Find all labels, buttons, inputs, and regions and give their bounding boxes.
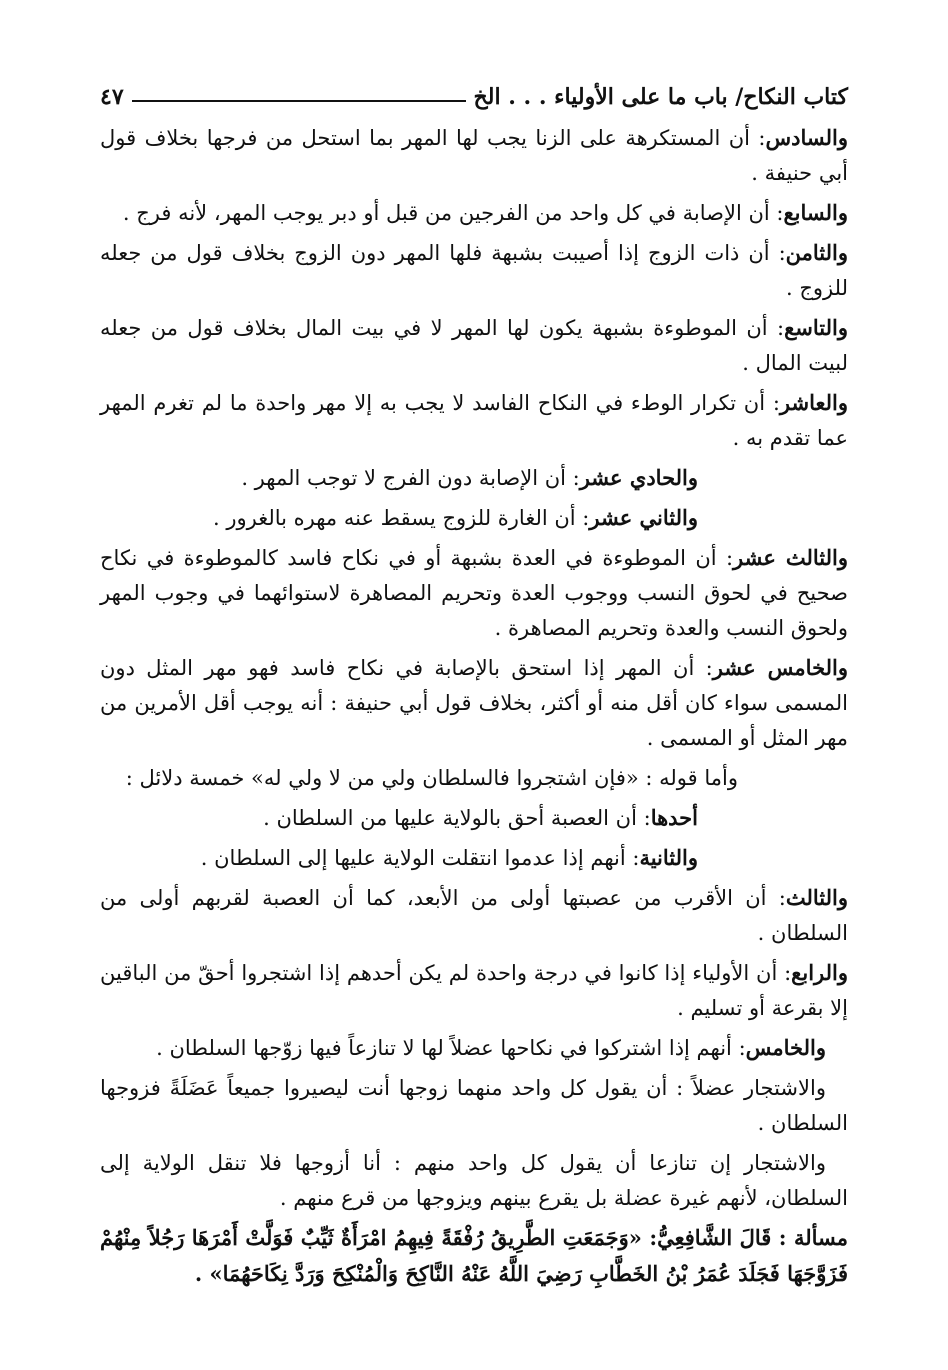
paragraph-text: : أن المستكرهة على الزنا يجب لها المهر بما استحل من فرجها بخلاف قول أبي حنيفة . bbox=[100, 126, 848, 185]
paragraph-12 bbox=[100, 500, 848, 536]
paragraph-term: والخامس bbox=[745, 1035, 826, 1060]
paragraph-intro bbox=[100, 760, 848, 796]
paragraph-text: وأما قوله : «فإن اشتجروا فالسلطان ولي من لا ولي له» خمسة دلائل : bbox=[125, 766, 738, 790]
paragraph-13 bbox=[100, 540, 848, 646]
paragraph-term: والسابع bbox=[783, 200, 848, 225]
page-number: ٤٧ bbox=[100, 84, 124, 110]
paragraph-masala bbox=[100, 1220, 848, 1292]
paragraph-text: : أن الإصابة في كل واحد من الفرجين من قبل أو دبر يوجب المهر، لأنه فرج . bbox=[122, 201, 784, 225]
paragraph-10 bbox=[100, 385, 848, 456]
paragraph-text: : أن ذات الزوج إذا أصيبت بشبهة فلها المهر دون الزوج بخلاف قول من جعله للزوج . bbox=[100, 241, 848, 300]
paragraph-text: : أن الأقرب من عصبتها أولى من الأبعد، كما أن العصبة لقربهم أولى من السلطان . bbox=[100, 886, 848, 945]
running-header bbox=[100, 80, 848, 110]
paragraph-term: والرابع bbox=[791, 960, 848, 985]
paragraph-first bbox=[100, 800, 848, 836]
paragraph-term: والحادي عشر bbox=[579, 465, 698, 490]
paragraph-term: والثالث عشر bbox=[733, 545, 849, 570]
paragraph-second bbox=[100, 840, 848, 876]
paragraph-fourth bbox=[100, 955, 848, 1026]
paragraph-term: مسألة : قَالَ الشَّافِعِيُّ bbox=[657, 1225, 848, 1250]
paragraph-text: : أن العصبة أحق بالولاية عليها من السلطان . bbox=[263, 806, 651, 830]
paragraph-text: والاشتجار عضلاً : أن يقول كل واحد منهما زوجها أنت ليصيروا جميعاً عَضَلَةً فزوجها السلطان . bbox=[100, 1076, 848, 1135]
paragraph-7 bbox=[100, 195, 848, 231]
header-title: كتاب النكاح/ باب ما على الأولياء . . . الخ bbox=[473, 84, 848, 110]
paragraph-11 bbox=[100, 460, 848, 496]
paragraph-15 bbox=[100, 650, 848, 756]
paragraph-fifth bbox=[100, 1030, 848, 1066]
paragraph-text: : أن المهر إذا استحق بالإصابة في نكاح فاسد فهو مهر المثل دون المسمى سواء كان أقل منه أو أكثر، بخلاف قول أبي حنيفة : أنه يوجب أقل الأمرين من مهر المثل أو المسمى . bbox=[100, 656, 848, 750]
paragraph-text: : أن تكرار الوطء في النكاح الفاسد لا يجب به إلا مهر واحدة ما لم تغرم المهر عما تقدم به . bbox=[100, 391, 848, 450]
paragraph-quote: : «وَجَمَعَتِ الطَّرِيقُ رُفْقَةً فِيهِمُ امْرَأَةٌ ثَيِّبٌ فَوَلَّتْ أَمْرَهَا رَجُلاً مِنْهُمْ فَزَوَّجَهَا فَجَلَدَ عُمَرُ بْنُ الخَطَّابِ رَضِيَ اللَّهُ عَنْهُ النَّاكِحَ وَالْمُنْكِحَ وَرَدَّ نِكَاحَهُمَا» . bbox=[100, 1225, 848, 1286]
paragraph-third bbox=[100, 880, 848, 951]
paragraph-text: : أن الموطوءة بشبهة يكون لها المهر لا في بيت المال بخلاف قول من جعله لبيت المال . bbox=[100, 316, 848, 375]
paragraph-ishtijar-adl bbox=[100, 1070, 848, 1141]
paragraph-text: : أنهم إذا اشتركوا في نكاحها عضلاً لها لا تنازعاً فيها زوّجها السلطان . bbox=[156, 1036, 746, 1060]
paragraph-text: : أن الغارة للزوج يسقط عنه مهره بالغرور . bbox=[213, 506, 590, 530]
paragraph-text: : أن الإصابة دون الفرج لا توجب المهر . bbox=[241, 466, 580, 490]
paragraph-term: والثاني عشر bbox=[589, 505, 698, 530]
paragraph-text: : أن الموطوءة في العدة بشبهة أو في نكاح فاسد كالموطوءة في نكاح صحيح في لحوق النسب ووجوب العدة وتحريم المصاهرة لاستوائهما في وجوب المهر ولحوق النسب والعدة وتحريم المصاهرة . bbox=[100, 546, 848, 640]
header-rule bbox=[132, 100, 466, 102]
paragraph-9 bbox=[100, 310, 848, 381]
paragraph-ishtijar-tanazu bbox=[100, 1145, 848, 1216]
paragraph-term: والسادس bbox=[765, 125, 848, 150]
paragraph-6 bbox=[100, 120, 848, 191]
paragraph-term: أحدها bbox=[650, 805, 698, 830]
paragraph-text: : أنهم إذا عدموا انتقلت الولاية عليها إلى السلطان . bbox=[200, 846, 640, 870]
paragraph-term: والتاسع bbox=[784, 315, 848, 340]
paragraph-8 bbox=[100, 235, 848, 306]
paragraph-term: والثالث bbox=[785, 885, 848, 910]
paragraph-text: والاشتجار إن تنازعا أن يقول كل واحد منهم : أنا أزوجها فلا تنقل الولاية إلى السلطان، لأنهم غيرة عضلة بل يقرع بينهم ويزوجها من قرع منهم . bbox=[100, 1151, 848, 1210]
paragraph-term: والعاشر bbox=[779, 390, 848, 415]
paragraph-term: والثانية bbox=[639, 845, 698, 870]
body-text bbox=[100, 120, 848, 1292]
paragraph-text: : أن الأولياء إذا كانوا في درجة واحدة لم يكن أحدهم إذا اشتجروا أحقّ من الباقين إلا بقرعة أو تسليم . bbox=[100, 961, 848, 1020]
paragraph-term: والثامن bbox=[785, 240, 848, 265]
paragraph-term: والخامس عشر bbox=[712, 655, 848, 680]
